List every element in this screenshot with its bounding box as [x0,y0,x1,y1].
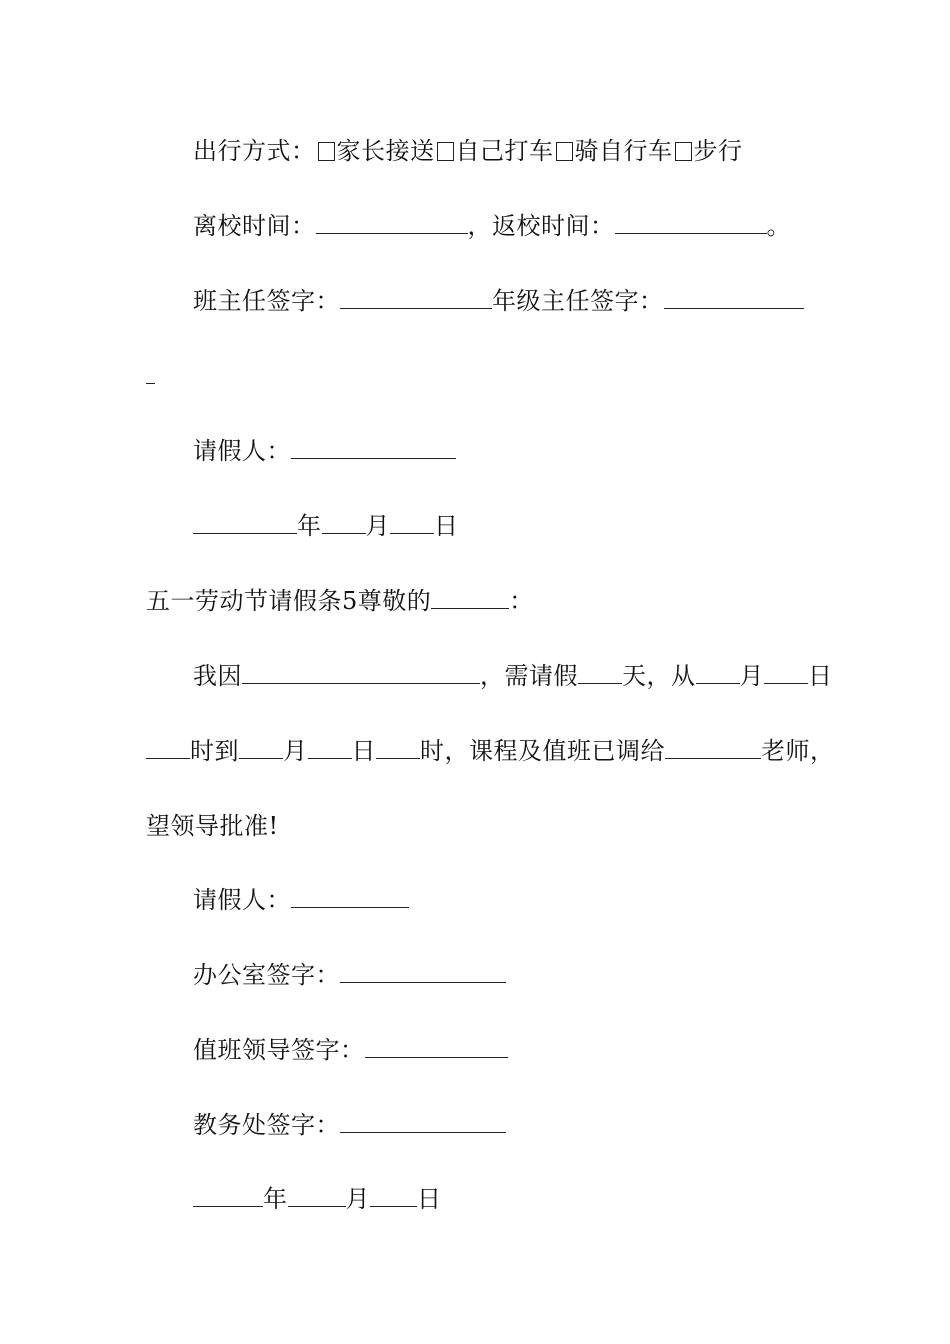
academic-office-sign-blank[interactable] [340,1112,506,1133]
times-end: 。 [766,212,791,240]
office-sign-blank[interactable] [340,962,506,983]
to-month-blank[interactable] [239,738,283,759]
section-heading [146,586,534,616]
body-text-days-from: 天，从 [622,662,696,690]
from-day-blank[interactable] [764,663,808,684]
head-teacher-sign-label: 班主任签字： [193,287,340,315]
option-taxi: 自己打车 [455,137,554,165]
to-day-blank[interactable] [308,738,352,759]
travel-mode-label: 出行方式： [193,137,316,165]
office-sign-line [193,960,506,990]
academic-office-sign-line [193,1110,506,1140]
day-blank-2[interactable] [370,1186,417,1207]
requester-line-1 [193,436,456,466]
from-hour-blank[interactable] [146,738,190,759]
signature-line-1 [193,286,804,316]
date-line-2 [193,1184,442,1214]
year-blank-2[interactable] [193,1186,263,1207]
body-text-to-month: 月 [283,737,308,765]
duty-leader-sign-label: 值班领导签字： [193,1036,365,1064]
substitute-teacher-blank[interactable] [665,738,761,759]
recipient-blank[interactable] [431,588,509,609]
month-label-1: 月 [365,512,390,540]
from-month-blank[interactable] [696,663,740,684]
requester-blank-1[interactable] [291,438,456,459]
body-text-hour-to: 时到 [190,737,239,765]
day-blank-1[interactable] [390,513,434,534]
grade-director-sign-label: 年级主任签字： [492,287,664,315]
body-text-month: 月 [739,662,764,690]
body-text-teacher: 老师， [761,737,835,765]
requester-label-1: 请假人： [193,437,291,465]
school-times-line [193,211,791,241]
times-separator: ， [467,212,492,240]
body-line-1 [193,661,833,691]
days-blank[interactable] [578,663,622,684]
month-blank-1[interactable] [322,513,366,534]
year-label-2: 年 [263,1185,288,1213]
year-blank-1[interactable] [193,513,297,534]
option-parent-pickup: 家长接送 [336,137,435,165]
body-text-to-day: 日 [351,737,376,765]
year-label-1: 年 [297,512,322,540]
travel-mode-line [193,136,743,166]
body-text-day: 日 [808,662,833,690]
body-line-3 [146,811,279,841]
checkbox-walk[interactable] [675,142,692,161]
body-line-2 [146,736,835,766]
month-blank-2[interactable] [288,1186,346,1207]
grade-director-sign-blank-cont[interactable] [146,363,155,384]
option-walk: 步行 [693,137,743,165]
return-time-label: 返校时间： [492,212,615,240]
day-label-2: 日 [417,1185,442,1213]
option-bicycle: 骑自行车 [574,137,673,165]
academic-office-sign-label: 教务处签字： [193,1111,340,1139]
requester-label-2: 请假人： [193,886,291,914]
body-text-need-leave: ，需请假 [480,662,578,690]
duty-leader-sign-line [193,1035,508,1065]
heading-colon: ： [509,587,534,615]
heading-text: 五一劳动节请假条5尊敬的 [146,587,432,615]
leave-time-label: 离校时间： [193,212,316,240]
to-hour-blank[interactable] [376,738,420,759]
grade-director-sign-blank[interactable] [664,288,804,309]
date-line-1 [193,511,459,541]
checkbox-bicycle[interactable] [556,142,573,161]
checkbox-parent-pickup[interactable] [318,142,335,161]
head-teacher-sign-blank[interactable] [340,288,492,309]
requester-line-2 [193,885,409,915]
body-text-assigned: 时，课程及值班已调给 [420,737,665,765]
checkbox-taxi[interactable] [437,142,454,161]
requester-blank-2[interactable] [291,887,409,908]
office-sign-label: 办公室签字： [193,961,340,989]
day-label-1: 日 [434,512,459,540]
body-text-approval-request: 望领导批准! [146,812,279,840]
duty-leader-sign-blank[interactable] [365,1037,508,1058]
signature-line-1-wrap [146,361,155,391]
return-time-blank[interactable] [615,213,767,234]
body-text-reason-prefix: 我因 [193,662,242,690]
leave-time-blank[interactable] [316,213,468,234]
month-label-2: 月 [345,1185,370,1213]
reason-blank[interactable] [242,663,480,684]
